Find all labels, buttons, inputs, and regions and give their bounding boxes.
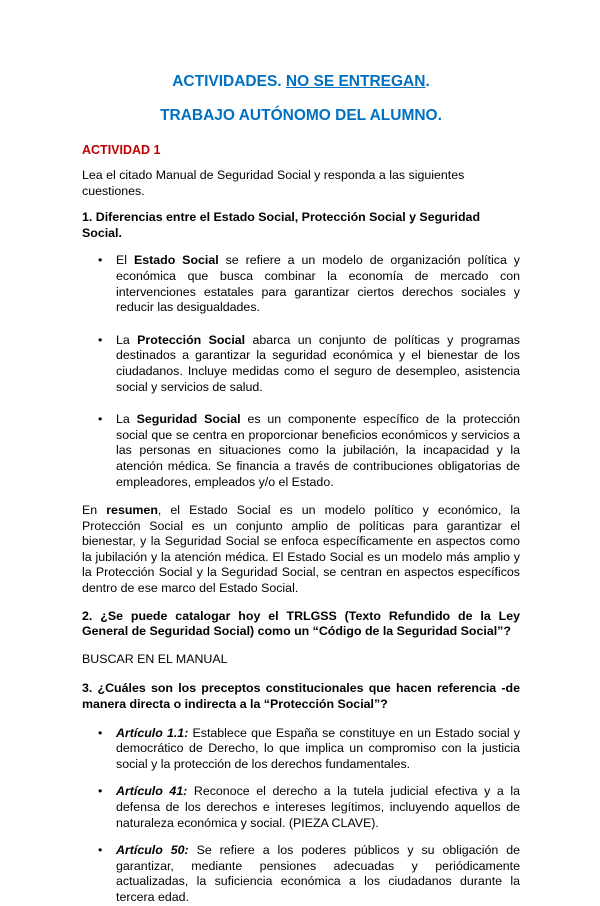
bullet-icon: • [98,784,103,799]
article-label: Artículo 1.1: [116,725,189,740]
page-title [82,0,520,91]
bullet-icon: • [98,253,103,268]
title-underlined-text: NO SE ENTREGAN [285,73,426,90]
question-2-title: 2. ¿Se puede catalogar hoy el TRLGSS (Texto Refundido de la Ley General de Seguridad Social) como un “Código de la Seguridad Social”? [82,608,520,639]
bullet-icon: • [98,412,103,427]
term-estado-social: Estado Social [133,253,219,268]
question-3-bullet-list [82,726,520,906]
article-label: Artículo 41: [116,784,188,799]
list-item: • Artículo 41: Reconoce el derecho a la tutela judicial efectiva y a la defensa de los derechos e intereses legítimos, incluyendo aquellos de naturaleza económica y social. (PIEZA CLAVE). [98,784,520,830]
title-text: ACTIVIDADES. [172,73,286,90]
activity-intro: Lea el citado Manual de Seguridad Social y responda a las siguientes cuestiones. [82,168,465,198]
term-proteccion-social: Protección Social [137,332,246,347]
question-3-title: 3. ¿Cuáles son los preceptos constitucionales que hacen referencia -de manera directa o indirecta a la “Protección Social”? [82,681,520,712]
list-item: • La Seguridad Social es un componente específico de la protección social que se centra en proporcionar beneficios económicos y servicios a las personas en situaciones como la jubilación, la incapacidad y la atención médica. Se financia a través de contribuciones obligatorias de empleadores, empleados y/o el Estado. [98,412,521,489]
question-2-answer: BUSCAR EN EL MANUAL [82,651,228,666]
question-1-summary: En resumen, el Estado Social es un modelo político y económico, la Protección Social es un conjunto amplio de políticas para garantizar el bienestar, y la Seguridad Social se enfoca específicamente en aspectos como la jubilación y la atención médica. El Estado Social es un modelo más amplio y la Protección Social y la Seguridad Social, se centran en aspectos específicos dentro de ese marco del Estado Social. [82,503,520,596]
page-subtitle: TRABAJO AUTÓNOMO DEL ALUMNO. [160,107,442,124]
list-item: • Artículo 1.1: Establece que España se constituye en un Estado social y democrático de Derecho, lo que implica un compromiso con la justicia social y la protección de los derechos fundamentales. [98,725,520,771]
term-seguridad-social: Seguridad Social [136,412,241,427]
bullet-icon: • [98,725,103,740]
question-1-title: 1. Diferencias entre el Estado Social, Protección Social y Seguridad Social. [82,210,481,240]
list-item: • La Protección Social abarca un conjunto de políticas y programas destinados a garantizar la seguridad económica y el bienestar de los ciudadanos. Incluye medidas como el seguro de desempleo, asistencia social y servicios de salud. [98,332,520,394]
list-item: • Artículo 50: Se refiere a los poderes públicos y su obligación de garantizar, mediante pensiones adecuadas y periódicamente actualizadas, la suficiencia económica a los ciudadanos durante la tercera edad. [98,843,520,904]
list-item: • El Estado Social se refiere a un modelo de organización política y económica que busca combinar la economía de mercado con intervenciones estatales para garantizar ciertos derechos sociales y reducir las desigualdades. [98,253,520,315]
activity-label: ACTIVIDAD 1 [82,143,161,157]
question-1-bullet-list [82,253,520,490]
article-label: Artículo 50: [116,843,189,858]
bullet-icon: • [98,332,103,347]
bullet-icon: • [98,843,103,858]
title-period: . [425,73,430,90]
